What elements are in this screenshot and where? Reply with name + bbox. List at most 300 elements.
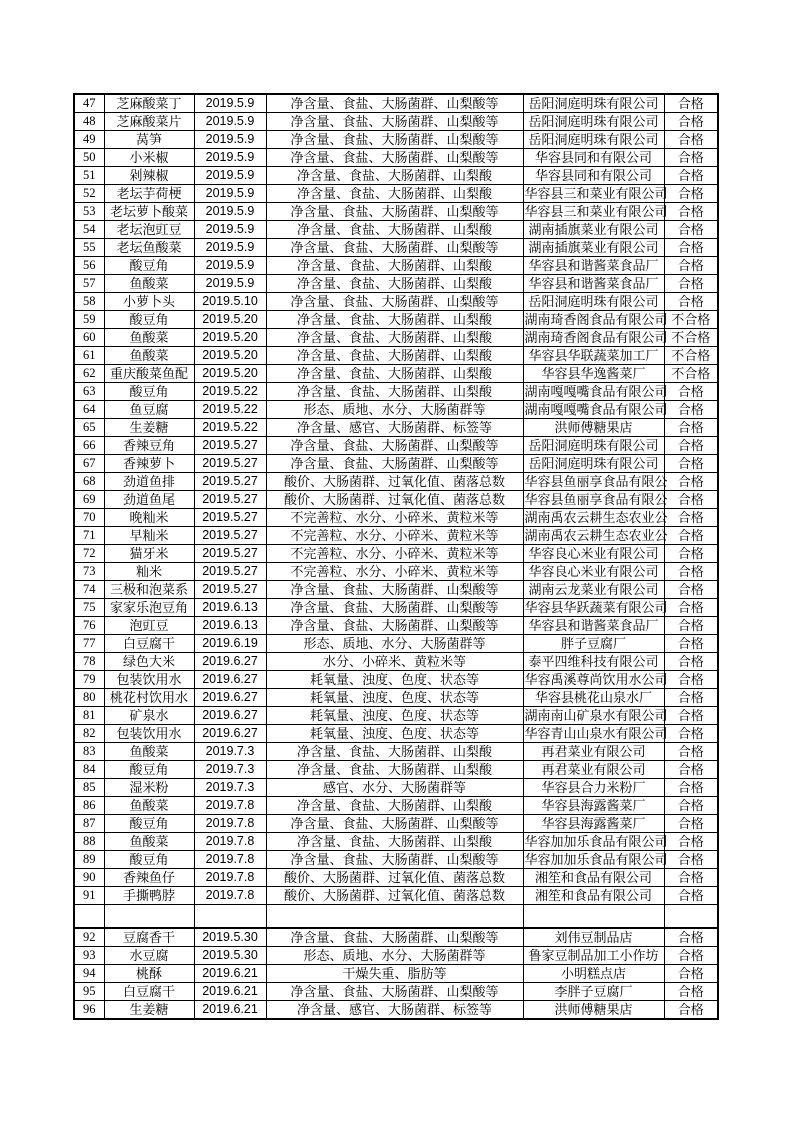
cell-result: 合格 bbox=[664, 928, 718, 947]
cell-items: 干燥失重、脂肪等 bbox=[266, 965, 523, 983]
cell-product: 绿色大米 bbox=[104, 653, 194, 671]
cell-date: 2019.5.20 bbox=[194, 329, 266, 347]
cell-result: 合格 bbox=[664, 293, 718, 311]
cell-items: 酸价、大肠菌群、过氧化值、菌落总数 bbox=[266, 887, 523, 905]
cell-company: 洪师傅糖果店 bbox=[523, 419, 664, 437]
cell-date: 2019.6.21 bbox=[194, 983, 266, 1001]
cell-product: 家家乐泡豆角 bbox=[104, 599, 194, 617]
table-row bbox=[74, 869, 718, 887]
cell-items: 净含量、食盐、大肠菌群、山梨酸等 bbox=[266, 203, 523, 221]
inspection-table bbox=[73, 93, 719, 1020]
cell-seq: 85 bbox=[74, 779, 104, 797]
cell-date: 2019.5.27 bbox=[194, 545, 266, 563]
cell-product: 酸豆角 bbox=[104, 383, 194, 401]
cell-product: 芝麻酸菜丁 bbox=[104, 94, 194, 113]
cell-date: 2019.5.10 bbox=[194, 293, 266, 311]
cell-date: 2019.5.27 bbox=[194, 437, 266, 455]
table-row bbox=[74, 185, 718, 203]
cell-items: 不完善粒、水分、小碎米、黄粒米等 bbox=[266, 563, 523, 581]
cell-product: 酸豆角 bbox=[104, 851, 194, 869]
cell-items: 感官、水分、大肠菌群等 bbox=[266, 779, 523, 797]
cell-seq: 69 bbox=[74, 491, 104, 509]
cell-result: 合格 bbox=[664, 815, 718, 833]
table-row bbox=[74, 1001, 718, 1020]
cell-date: 2019.5.9 bbox=[194, 239, 266, 257]
cell-items: 不完善粒、水分、小碎米、黄粒米等 bbox=[266, 545, 523, 563]
table-row bbox=[74, 149, 718, 167]
cell-company: 华容县海露酱菜厂 bbox=[523, 815, 664, 833]
cell-result: 合格 bbox=[664, 419, 718, 437]
cell-company: 再君菜业有限公司 bbox=[523, 761, 664, 779]
cell-company: 湖南插旗菜业有限公司 bbox=[523, 221, 664, 239]
cell-company: 鲁家豆制品加工小作坊 bbox=[523, 947, 664, 965]
cell-product: 包装饮用水 bbox=[104, 671, 194, 689]
table-row bbox=[74, 653, 718, 671]
cell-seq: 86 bbox=[74, 797, 104, 815]
cell-items: 净含量、食盐、大肠菌群、山梨酸 bbox=[266, 743, 523, 761]
cell-product: 酸豆角 bbox=[104, 257, 194, 275]
cell-date: 2019.5.27 bbox=[194, 563, 266, 581]
cell-items: 净含量、食盐、大肠菌群、山梨酸 bbox=[266, 383, 523, 401]
cell-date: 2019.6.13 bbox=[194, 599, 266, 617]
cell-items: 净含量、食盐、大肠菌群、山梨酸等 bbox=[266, 149, 523, 167]
table-row bbox=[74, 473, 718, 491]
cell-result: 不合格 bbox=[664, 365, 718, 383]
cell-date: 2019.5.22 bbox=[194, 383, 266, 401]
cell-company: 华容县合力米粉厂 bbox=[523, 779, 664, 797]
table-row bbox=[74, 689, 718, 707]
cell-seq: 77 bbox=[74, 635, 104, 653]
cell-result: 不合格 bbox=[664, 311, 718, 329]
cell-seq: 90 bbox=[74, 869, 104, 887]
cell-date: 2019.5.9 bbox=[194, 275, 266, 293]
cell-date: 2019.5.30 bbox=[194, 928, 266, 947]
cell-seq: 91 bbox=[74, 887, 104, 905]
cell-product: 剁辣椒 bbox=[104, 167, 194, 185]
cell-seq: 64 bbox=[74, 401, 104, 419]
cell-company: 华容县同和有限公司 bbox=[523, 149, 664, 167]
cell-result: 合格 bbox=[664, 671, 718, 689]
inspection-table-body bbox=[74, 94, 718, 1019]
cell-date: 2019.5.9 bbox=[194, 94, 266, 113]
cell-result: 合格 bbox=[664, 563, 718, 581]
cell-items: 净含量、食盐、大肠菌群、山梨酸等 bbox=[266, 617, 523, 635]
cell-company: 再君菜业有限公司 bbox=[523, 743, 664, 761]
cell-items: 酸价、大肠菌群、过氧化值、菌落总数 bbox=[266, 473, 523, 491]
cell-result: 合格 bbox=[664, 149, 718, 167]
cell-date: 2019.5.27 bbox=[194, 491, 266, 509]
cell-company: 华容良心米业有限公司 bbox=[523, 545, 664, 563]
cell-company: 华容县海露酱菜厂 bbox=[523, 797, 664, 815]
cell-items: 净含量、食盐、大肠菌群、山梨酸等 bbox=[266, 94, 523, 113]
cell-product: 老坛芋荷梗 bbox=[104, 185, 194, 203]
cell-product: 酸豆角 bbox=[104, 761, 194, 779]
cell-date: 2019.5.20 bbox=[194, 311, 266, 329]
cell-product: 鱼酸菜 bbox=[104, 797, 194, 815]
cell-product: 早籼米 bbox=[104, 527, 194, 545]
cell-result: 合格 bbox=[664, 1001, 718, 1020]
cell-seq: 94 bbox=[74, 965, 104, 983]
table-row bbox=[74, 347, 718, 365]
table-row bbox=[74, 928, 718, 947]
table-row bbox=[74, 797, 718, 815]
cell-company: 洪师傅糖果店 bbox=[523, 1001, 664, 1020]
cell-seq: 80 bbox=[74, 689, 104, 707]
cell-items: 净含量、食盐、大肠菌群、山梨酸等 bbox=[266, 581, 523, 599]
cell-seq: 63 bbox=[74, 383, 104, 401]
cell-seq: 58 bbox=[74, 293, 104, 311]
cell-result: 合格 bbox=[664, 221, 718, 239]
cell-company: 湖南嘎嘎嘴食品有限公司 bbox=[524, 402, 668, 417]
cell-seq: 89 bbox=[74, 851, 104, 869]
cell-product: 晚籼米 bbox=[104, 509, 194, 527]
cell-result: 合格 bbox=[664, 725, 718, 743]
cell-result: 合格 bbox=[664, 743, 718, 761]
cell-company: 华容县华联蔬菜加工厂 bbox=[523, 347, 664, 365]
cell-company: 岳阳洞庭明珠有限公司 bbox=[523, 94, 664, 113]
cell-product: 白豆腐干 bbox=[104, 983, 194, 1001]
cell-result: 合格 bbox=[664, 257, 718, 275]
cell-company: 华容县华逸酱菜厂 bbox=[523, 365, 664, 383]
cell-result: 合格 bbox=[664, 851, 718, 869]
cell-company: 湘笙和食品有限公司 bbox=[523, 869, 664, 887]
cell-seq bbox=[74, 905, 104, 929]
cell-result: 合格 bbox=[664, 94, 718, 113]
cell-result: 合格 bbox=[664, 185, 718, 203]
cell-product: 老坛鱼酸菜 bbox=[104, 239, 194, 257]
cell-date: 2019.5.9 bbox=[194, 203, 266, 221]
cell-items: 净含量、食盐、大肠菌群、山梨酸 bbox=[266, 257, 523, 275]
cell-company: 华容县和谐酱菜食品厂 bbox=[523, 617, 664, 635]
cell-seq: 59 bbox=[74, 311, 104, 329]
cell-result: 合格 bbox=[664, 689, 718, 707]
cell-items: 净含量、食盐、大肠菌群、山梨酸 bbox=[266, 761, 523, 779]
cell-date: 2019.7.8 bbox=[194, 869, 266, 887]
cell-seq: 57 bbox=[74, 275, 104, 293]
cell-seq: 65 bbox=[74, 419, 104, 437]
cell-date: 2019.6.27 bbox=[194, 653, 266, 671]
cell-items: 耗氧量、浊度、色度、状态等 bbox=[266, 725, 523, 743]
cell-company: 华容县同和有限公司 bbox=[523, 167, 664, 185]
cell-date: 2019.5.20 bbox=[194, 347, 266, 365]
cell-date: 2019.7.8 bbox=[194, 887, 266, 905]
cell-seq: 88 bbox=[74, 833, 104, 851]
cell-company: 岳阳洞庭明珠有限公司 bbox=[523, 455, 664, 473]
cell-date bbox=[194, 905, 266, 929]
cell-company: 湖南南山矿泉水有限公司 bbox=[524, 708, 668, 723]
table-row bbox=[74, 635, 718, 653]
cell-result: 合格 bbox=[664, 983, 718, 1001]
cell-date: 2019.5.27 bbox=[194, 473, 266, 491]
cell-items: 耗氧量、浊度、色度、状态等 bbox=[266, 671, 523, 689]
cell-items: 不完善粒、水分、小碎米、黄粒米等 bbox=[266, 527, 523, 545]
cell-result: 合格 bbox=[664, 653, 718, 671]
cell-product: 莴笋 bbox=[104, 131, 194, 149]
cell-company: 湖南插旗菜业有限公司 bbox=[523, 239, 664, 257]
cell-result: 合格 bbox=[664, 491, 718, 509]
cell-seq: 49 bbox=[74, 131, 104, 149]
cell-seq: 70 bbox=[74, 509, 104, 527]
cell-seq: 83 bbox=[74, 743, 104, 761]
cell-product: 桃花村饮用水 bbox=[104, 689, 194, 707]
cell-company: 华容加加乐食品有限公司 bbox=[524, 852, 668, 867]
table-row bbox=[74, 401, 718, 419]
cell-company: 华容县三和菜业有限公司 bbox=[524, 204, 668, 219]
cell-date: 2019.5.22 bbox=[194, 401, 266, 419]
cell-result: 合格 bbox=[664, 797, 718, 815]
table-row bbox=[74, 983, 718, 1001]
cell-result: 合格 bbox=[664, 869, 718, 887]
cell-seq: 51 bbox=[74, 167, 104, 185]
cell-date: 2019.7.3 bbox=[194, 779, 266, 797]
cell-items: 不完善粒、水分、小碎米、黄粒米等 bbox=[266, 509, 523, 527]
cell-product bbox=[104, 905, 194, 929]
cell-product: 鱼酸菜 bbox=[104, 275, 194, 293]
cell-seq: 93 bbox=[74, 947, 104, 965]
cell-product: 矿泉水 bbox=[104, 707, 194, 725]
cell-product: 香辣鱼仔 bbox=[104, 869, 194, 887]
table-row bbox=[74, 455, 718, 473]
cell-date: 2019.5.27 bbox=[194, 455, 266, 473]
cell-result: 合格 bbox=[664, 455, 718, 473]
table-row bbox=[74, 311, 718, 329]
table-row bbox=[74, 947, 718, 965]
cell-items: 酸价、大肠菌群、过氧化值、菌落总数 bbox=[266, 491, 523, 509]
cell-company: 岳阳洞庭明珠有限公司 bbox=[523, 131, 664, 149]
cell-date: 2019.5.9 bbox=[194, 113, 266, 131]
cell-result: 合格 bbox=[664, 581, 718, 599]
cell-result: 合格 bbox=[664, 545, 718, 563]
cell-items: 净含量、食盐、大肠菌群、山梨酸等 bbox=[266, 437, 523, 455]
cell-company: 泰平四维科技有限公司 bbox=[523, 653, 664, 671]
cell-result: 不合格 bbox=[664, 347, 718, 365]
cell-date: 2019.5.9 bbox=[194, 257, 266, 275]
cell-items: 净含量、食盐、大肠菌群、山梨酸 bbox=[266, 311, 523, 329]
cell-product: 香辣豆角 bbox=[104, 437, 194, 455]
cell-result: 合格 bbox=[664, 965, 718, 983]
cell-product: 湿米粉 bbox=[104, 779, 194, 797]
cell-product: 白豆腐干 bbox=[104, 635, 194, 653]
cell-items bbox=[266, 905, 523, 929]
cell-seq: 67 bbox=[74, 455, 104, 473]
cell-seq: 75 bbox=[74, 599, 104, 617]
cell-date: 2019.6.13 bbox=[194, 617, 266, 635]
cell-date: 2019.7.8 bbox=[194, 851, 266, 869]
table-row bbox=[74, 725, 718, 743]
cell-date: 2019.5.9 bbox=[194, 149, 266, 167]
cell-items: 净含量、食盐、大肠菌群、山梨酸等 bbox=[266, 928, 523, 947]
table-row bbox=[74, 563, 718, 581]
cell-seq: 95 bbox=[74, 983, 104, 1001]
cell-result: 合格 bbox=[664, 131, 718, 149]
cell-product: 劲道鱼排 bbox=[104, 473, 194, 491]
cell-product: 水豆腐 bbox=[104, 947, 194, 965]
cell-items: 净含量、食盐、大肠菌群、山梨酸等 bbox=[266, 239, 523, 257]
cell-date: 2019.6.21 bbox=[194, 965, 266, 983]
table-row bbox=[74, 491, 718, 509]
cell-seq: 73 bbox=[74, 563, 104, 581]
cell-items: 耗氧量、浊度、色度、状态等 bbox=[266, 707, 523, 725]
cell-company: 胖子豆腐厂 bbox=[523, 635, 664, 653]
cell-product: 老坛萝卜酸菜 bbox=[104, 203, 194, 221]
cell-items: 水分、小碎米、黄粒米等 bbox=[266, 653, 523, 671]
cell-seq: 56 bbox=[74, 257, 104, 275]
table-row bbox=[74, 887, 718, 905]
cell-result: 合格 bbox=[664, 887, 718, 905]
cell-date: 2019.6.27 bbox=[194, 725, 266, 743]
table-row bbox=[74, 131, 718, 149]
cell-items: 净含量、食盐、大肠菌群、山梨酸等 bbox=[266, 455, 523, 473]
cell-items: 净含量、食盐、大肠菌群、山梨酸等 bbox=[266, 815, 523, 833]
cell-date: 2019.5.27 bbox=[194, 527, 266, 545]
cell-seq: 68 bbox=[74, 473, 104, 491]
cell-seq: 55 bbox=[74, 239, 104, 257]
table-row bbox=[74, 437, 718, 455]
cell-result: 合格 bbox=[664, 275, 718, 293]
cell-result: 合格 bbox=[664, 401, 718, 419]
cell-items: 净含量、食盐、大肠菌群、山梨酸 bbox=[266, 365, 523, 383]
cell-product: 包装饮用水 bbox=[104, 725, 194, 743]
cell-company: 华容青山山泉水有限公司 bbox=[524, 726, 668, 741]
cell-company: 湖南禹农云耕生态农业公 bbox=[524, 528, 668, 543]
table-row bbox=[74, 365, 718, 383]
cell-company: 华容县鱼丽享食品有限公 bbox=[524, 474, 668, 489]
cell-company: 湖南禹农云耕生态农业公 bbox=[524, 510, 668, 525]
cell-product: 酸豆角 bbox=[104, 311, 194, 329]
cell-items: 净含量、食盐、大肠菌群、山梨酸 bbox=[266, 185, 523, 203]
cell-product: 鱼酸菜 bbox=[104, 329, 194, 347]
cell-seq: 53 bbox=[74, 203, 104, 221]
cell-seq: 76 bbox=[74, 617, 104, 635]
cell-seq: 60 bbox=[74, 329, 104, 347]
cell-product: 鱼酸菜 bbox=[104, 743, 194, 761]
blank-row bbox=[74, 905, 718, 929]
cell-items: 净含量、食盐、大肠菌群、山梨酸等 bbox=[266, 293, 523, 311]
cell-date: 2019.5.20 bbox=[194, 365, 266, 383]
cell-items: 净含量、食盐、大肠菌群、山梨酸等 bbox=[266, 131, 523, 149]
cell-result: 合格 bbox=[664, 947, 718, 965]
table-row bbox=[74, 851, 718, 869]
cell-seq: 74 bbox=[74, 581, 104, 599]
cell-seq: 48 bbox=[74, 113, 104, 131]
table-row bbox=[74, 221, 718, 239]
cell-company: 华容县和谐酱菜食品厂 bbox=[523, 275, 664, 293]
cell-seq: 47 bbox=[74, 94, 104, 113]
table-row bbox=[74, 599, 718, 617]
cell-product: 小萝卜头 bbox=[104, 293, 194, 311]
cell-date: 2019.5.22 bbox=[194, 419, 266, 437]
table-row bbox=[74, 275, 718, 293]
cell-date: 2019.7.3 bbox=[194, 743, 266, 761]
table-row bbox=[74, 239, 718, 257]
cell-items: 净含量、感官、大肠菌群、标签等 bbox=[266, 419, 523, 437]
cell-company: 湖南琦香阁食品有限公司 bbox=[524, 312, 668, 327]
cell-result: 合格 bbox=[664, 635, 718, 653]
cell-company: 岳阳洞庭明珠有限公司 bbox=[523, 293, 664, 311]
cell-date: 2019.6.27 bbox=[194, 707, 266, 725]
cell-company: 华容加加乐食品有限公司 bbox=[524, 834, 668, 849]
cell-items: 形态、质地、水分、大肠菌群等 bbox=[266, 635, 523, 653]
cell-product: 酸豆角 bbox=[104, 815, 194, 833]
cell-company: 华容县华跃蔬菜有限公司 bbox=[524, 600, 668, 615]
cell-seq: 87 bbox=[74, 815, 104, 833]
cell-result bbox=[664, 905, 718, 929]
cell-product: 鱼酸菜 bbox=[104, 347, 194, 365]
table-row bbox=[74, 815, 718, 833]
cell-result: 合格 bbox=[664, 527, 718, 545]
cell-company: 岳阳洞庭明珠有限公司 bbox=[523, 437, 664, 455]
cell-date: 2019.7.8 bbox=[194, 797, 266, 815]
cell-product: 生姜糖 bbox=[104, 419, 194, 437]
cell-seq: 84 bbox=[74, 761, 104, 779]
cell-seq: 79 bbox=[74, 671, 104, 689]
table-row bbox=[74, 203, 718, 221]
cell-seq: 72 bbox=[74, 545, 104, 563]
cell-product: 劲道鱼尾 bbox=[104, 491, 194, 509]
table-row bbox=[74, 293, 718, 311]
cell-company: 华容良心米业有限公司 bbox=[523, 563, 664, 581]
cell-company: 湖南琦香阁食品有限公司 bbox=[524, 330, 668, 345]
cell-seq: 78 bbox=[74, 653, 104, 671]
table-row bbox=[74, 965, 718, 983]
cell-product: 猫牙米 bbox=[104, 545, 194, 563]
cell-product: 三极和泡菜系 bbox=[104, 581, 194, 599]
cell-items: 净含量、食盐、大肠菌群、山梨酸 bbox=[266, 221, 523, 239]
cell-company: 华容县三和菜业有限公司 bbox=[524, 186, 668, 201]
cell-date: 2019.6.21 bbox=[194, 1001, 266, 1020]
cell-result: 合格 bbox=[664, 383, 718, 401]
cell-items: 形态、质地、水分、大肠菌群等 bbox=[266, 947, 523, 965]
cell-result: 合格 bbox=[664, 113, 718, 131]
cell-date: 2019.6.27 bbox=[194, 671, 266, 689]
table-row bbox=[74, 419, 718, 437]
table-row bbox=[74, 94, 718, 113]
cell-items: 酸价、大肠菌群、过氧化值、菌落总数 bbox=[266, 869, 523, 887]
cell-seq: 96 bbox=[74, 1001, 104, 1020]
cell-items: 净含量、食盐、大肠菌群、山梨酸等 bbox=[266, 113, 523, 131]
cell-product: 手撕鸭脖 bbox=[104, 887, 194, 905]
table-row bbox=[74, 617, 718, 635]
table-row bbox=[74, 509, 718, 527]
cell-company: 湖南云龙菜业有限公司 bbox=[523, 581, 664, 599]
cell-product: 鱼酸菜 bbox=[104, 833, 194, 851]
cell-product: 籼米 bbox=[104, 563, 194, 581]
cell-company: 湘笙和食品有限公司 bbox=[523, 887, 664, 905]
cell-product: 香辣萝卜 bbox=[104, 455, 194, 473]
document-page bbox=[73, 93, 719, 1020]
table-row bbox=[74, 113, 718, 131]
cell-items: 净含量、食盐、大肠菌群、山梨酸等 bbox=[266, 851, 523, 869]
cell-date: 2019.5.9 bbox=[194, 167, 266, 185]
table-row bbox=[74, 779, 718, 797]
cell-seq: 81 bbox=[74, 707, 104, 725]
cell-items: 净含量、食盐、大肠菌群、山梨酸 bbox=[266, 347, 523, 365]
cell-date: 2019.5.27 bbox=[194, 509, 266, 527]
cell-seq: 54 bbox=[74, 221, 104, 239]
cell-company: 华容县鱼丽享食品有限公 bbox=[524, 492, 668, 507]
cell-result: 合格 bbox=[664, 617, 718, 635]
cell-product: 老坛泡豇豆 bbox=[104, 221, 194, 239]
cell-seq: 61 bbox=[74, 347, 104, 365]
cell-result: 合格 bbox=[664, 761, 718, 779]
cell-date: 2019.5.30 bbox=[194, 947, 266, 965]
cell-product: 生姜糖 bbox=[104, 1001, 194, 1020]
cell-company: 岳阳洞庭明珠有限公司 bbox=[523, 113, 664, 131]
table-row bbox=[74, 743, 718, 761]
cell-seq: 92 bbox=[74, 928, 104, 947]
cell-seq: 82 bbox=[74, 725, 104, 743]
cell-seq: 50 bbox=[74, 149, 104, 167]
